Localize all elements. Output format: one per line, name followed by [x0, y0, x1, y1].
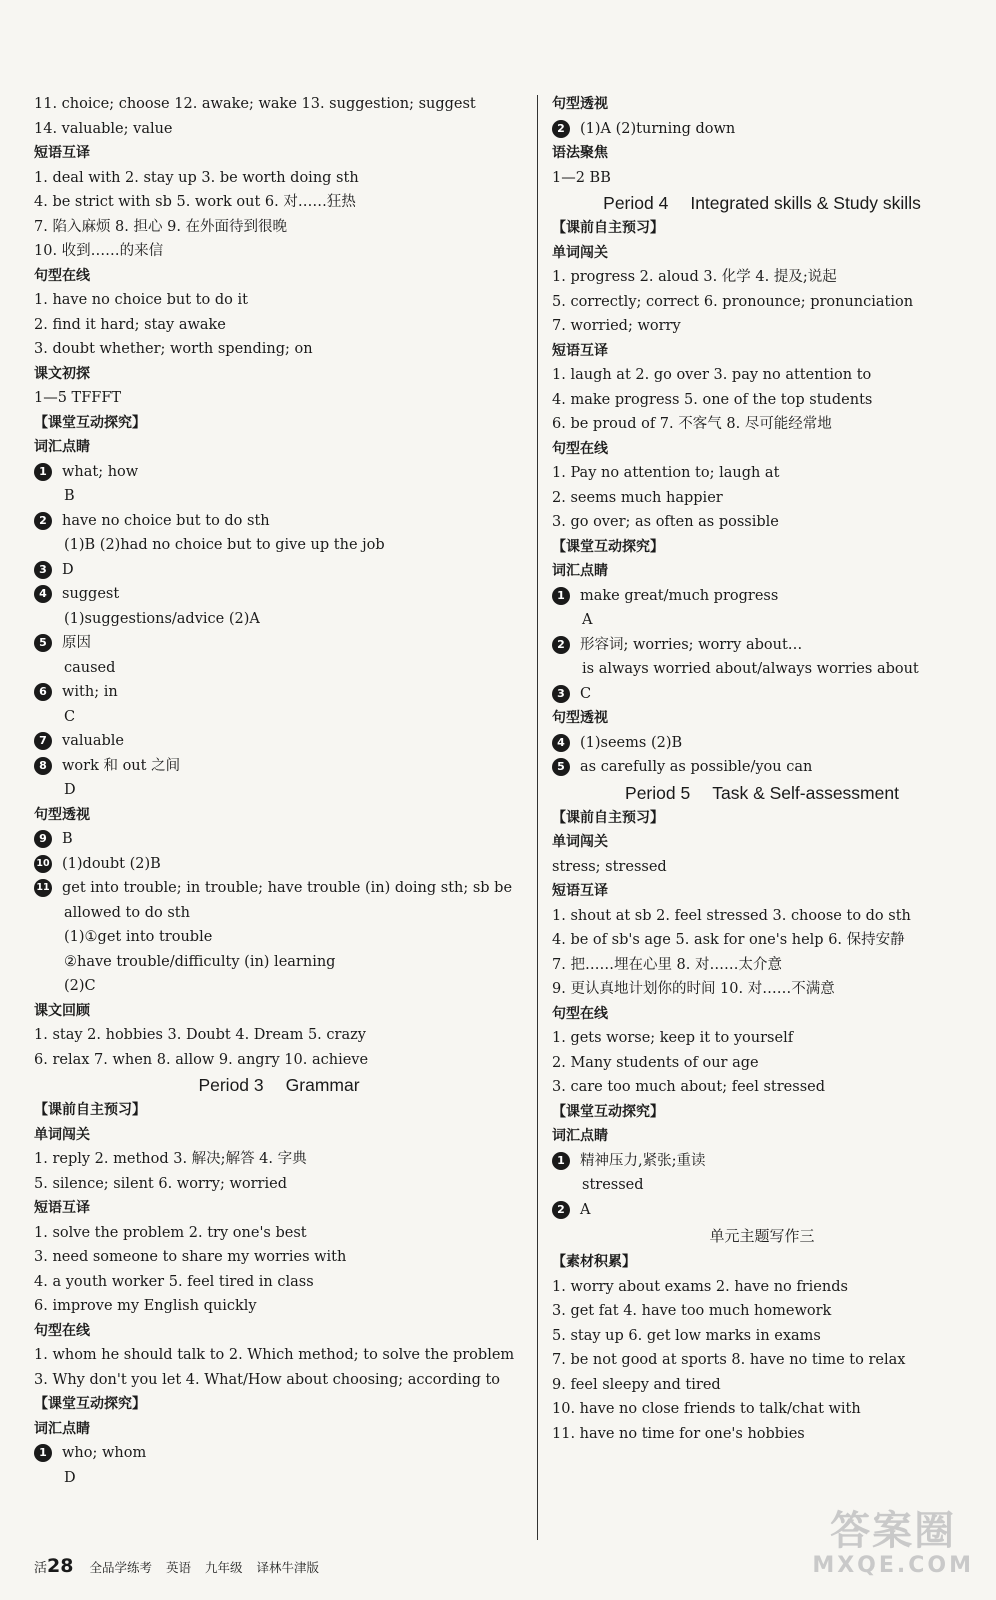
footer-edition: 译林牛津版	[256, 1560, 320, 1575]
numbered-answer	[552, 117, 972, 142]
answer-text: make great/much progress	[580, 587, 779, 604]
answer-line: (1)①get into trouble	[64, 929, 213, 945]
period-title: Integrated skills & Study skills	[690, 193, 921, 213]
answer-line: 3. care too much about; feel stressed	[552, 1079, 826, 1095]
answer-text: valuable	[62, 733, 124, 749]
answer-line: 1. deal with 2. stay up 3. be worth doing sth	[34, 169, 359, 186]
watermark-url: MXQE.COM	[812, 1553, 974, 1578]
sub-heading: 句型透视	[552, 96, 608, 112]
answer-line: 5. correctly; correct 6. pronounce; pronunciation	[552, 293, 914, 310]
section-heading: 【课堂互动探究】	[552, 538, 664, 555]
circled-number-icon: 2	[552, 1201, 570, 1219]
footer-subject: 英语	[165, 1560, 191, 1575]
answer-line: (1)B (2)had no choice but to give up the job	[64, 537, 385, 553]
answer-text: 原因	[62, 635, 91, 651]
circled-number-icon: 3	[34, 561, 52, 579]
answer-text: (1)doubt (2)B	[62, 855, 161, 872]
answer-line: 1. shout at sb 2. feel stressed 3. choose to do sth	[552, 907, 911, 924]
answer-text: with; in	[62, 684, 118, 700]
answer-line: 5. silence; silent 6. worry; worried	[34, 1175, 287, 1192]
answer-line: stress; stressed	[552, 858, 667, 875]
numbered-answer	[34, 1441, 524, 1466]
answer-text: suggest	[62, 586, 120, 602]
answer-line: 4. be strict with sb 5. work out 6. 对……狂热	[34, 194, 356, 210]
circled-number-icon: 2	[552, 636, 570, 654]
period-heading	[34, 1072, 524, 1098]
sub-heading: 句型透视	[552, 710, 608, 726]
circled-number-icon: 1	[34, 463, 52, 481]
numbered-answer	[34, 558, 524, 583]
answer-line: allowed to do sth	[64, 904, 190, 921]
answer-text: B	[62, 831, 73, 847]
circled-number-icon: 10	[34, 855, 52, 873]
answer-line: C	[64, 708, 76, 725]
sub-heading: 单词闯关	[34, 1126, 90, 1143]
sub-heading: 短语互译	[552, 342, 608, 359]
sub-heading: 句型透视	[34, 806, 90, 823]
answer-line: 7. be not good at sports 8. have no time to relax	[552, 1352, 906, 1368]
numbered-answer	[552, 731, 972, 756]
section-heading: 【课前自主预习】	[552, 220, 664, 236]
answer-line: D	[64, 1469, 76, 1486]
answer-line: stressed	[582, 1177, 644, 1193]
unit-writing-heading: 单元主题写作三	[709, 1227, 815, 1245]
section-heading: 【素材积累】	[552, 1254, 636, 1270]
footer-prefix: 活	[34, 1561, 48, 1576]
numbered-answer	[34, 729, 524, 754]
section-heading: 【课前自主预习】	[34, 1102, 146, 1118]
answer-line: 11. choice; choose 12. awake; wake 13. suggestion; suggest	[34, 96, 476, 112]
numbered-answer	[552, 584, 972, 609]
circled-number-icon: 5	[552, 758, 570, 776]
numbered-answer	[34, 631, 524, 656]
answer-line: 6. be proud of 7. 不客气 8. 尽可能经常地	[552, 416, 832, 432]
answer-line: 7. 陷入麻烦 8. 担心 9. 在外面待到很晚	[34, 218, 288, 235]
answer-line: 7. 把……埋在心里 8. 对……太介意	[552, 956, 782, 973]
watermark-logo	[812, 1508, 974, 1578]
numbered-answer	[34, 852, 524, 877]
period-title: Task & Self-assessment	[712, 782, 899, 803]
answer-line: 1. have no choice but to do it	[34, 292, 248, 308]
sub-heading: 句型在线	[34, 1322, 90, 1339]
circled-number-icon: 1	[552, 1152, 570, 1170]
answer-line: 9. feel sleepy and tired	[552, 1376, 721, 1393]
numbered-answer	[552, 1198, 972, 1223]
sub-heading: 词汇点睛	[34, 1420, 90, 1437]
sub-heading: 单词闯关	[552, 834, 608, 850]
sub-heading: 句型在线	[552, 440, 608, 457]
numbered-answer	[34, 460, 524, 485]
answer-line: 10. have no close friends to talk/chat with	[552, 1401, 861, 1417]
sub-heading: 课文初探	[34, 365, 90, 382]
circled-number-icon: 6	[34, 683, 52, 701]
answer-line: 2. find it hard; stay awake	[34, 316, 226, 333]
section-heading: 【课堂互动探究】	[552, 1103, 664, 1120]
numbered-answer	[552, 755, 972, 780]
answer-line: 2. Many students of our age	[552, 1054, 759, 1071]
answer-line: 1—2 BB	[552, 169, 611, 186]
circled-number-icon: 8	[34, 757, 52, 775]
answer-line: caused	[64, 659, 116, 676]
period-heading	[552, 780, 972, 806]
answer-line: 11. have no time for one's hobbies	[552, 1425, 805, 1442]
numbered-answer	[552, 633, 972, 658]
period-heading	[552, 190, 972, 216]
section-heading: 【课堂互动探究】	[34, 414, 146, 431]
circled-number-icon: 2	[552, 120, 570, 138]
answer-line: 10. 收到……的来信	[34, 243, 164, 259]
period-number: Period 3	[198, 1075, 264, 1095]
circled-number-icon: 4	[34, 585, 52, 603]
answer-text: get into trouble; in trouble; have trouble (in) doing sth; sb be	[62, 880, 513, 896]
answer-text: D	[62, 561, 74, 578]
numbered-answer	[34, 582, 524, 607]
answer-line: 2. seems much happier	[552, 489, 723, 506]
answer-line: 6. improve my English quickly	[34, 1298, 257, 1314]
answer-line: 1. worry about exams 2. have no friends	[552, 1278, 848, 1295]
sub-heading: 语法聚焦	[552, 145, 608, 161]
circled-number-icon: 3	[552, 685, 570, 703]
footer-grade: 九年级	[205, 1560, 243, 1575]
answer-text: as carefully as possible/you can	[580, 759, 813, 775]
period-number: Period 4	[603, 193, 669, 213]
sub-heading: 词汇点睛	[34, 439, 90, 455]
circled-number-icon: 5	[34, 634, 52, 652]
answer-line: 1. gets worse; keep it to yourself	[552, 1030, 794, 1046]
sub-heading: 课文回顾	[34, 1002, 90, 1019]
section-heading: 【课堂互动探究】	[34, 1396, 146, 1412]
answer-line: 1. stay 2. hobbies 3. Doubt 4. Dream 5. crazy	[34, 1027, 366, 1043]
sub-heading: 词汇点睛	[552, 563, 608, 579]
answer-line: ②have trouble/difficulty (in) learning	[64, 953, 336, 970]
answer-line: 1. laugh at 2. go over 3. pay no attention to	[552, 367, 872, 383]
answer-text: 精神压力,紧张;重读	[580, 1152, 706, 1169]
numbered-answer	[34, 754, 524, 779]
numbered-answer	[552, 682, 972, 707]
sub-heading: 句型在线	[552, 1005, 608, 1022]
numbered-answer	[34, 876, 524, 901]
answer-line: 3. doubt whether; worth spending; on	[34, 341, 313, 357]
circled-number-icon: 9	[34, 830, 52, 848]
answer-text: what; how	[62, 463, 139, 480]
circled-number-icon: 7	[34, 732, 52, 750]
sub-heading: 句型在线	[34, 267, 90, 284]
sub-heading: 短语互译	[34, 145, 90, 161]
sub-heading: 词汇点睛	[552, 1128, 608, 1144]
answer-text: (1)seems (2)B	[580, 734, 683, 751]
answer-line: 4. a youth worker 5. feel tired in class	[34, 1273, 314, 1290]
answer-line: 4. make progress 5. one of the top students	[552, 391, 873, 408]
watermark-text: 答案圈	[830, 1508, 957, 1554]
answer-text: have no choice but to do sth	[62, 512, 270, 529]
answer-line: (2)C	[64, 978, 96, 994]
period-title: Grammar	[285, 1075, 360, 1095]
right-column	[552, 92, 972, 1446]
page-number: 28	[47, 1555, 74, 1577]
answer-line: 3. need someone to share my worries with	[34, 1249, 347, 1265]
answer-line: 5. stay up 6. get low marks in exams	[552, 1327, 821, 1344]
circled-number-icon: 1	[552, 587, 570, 605]
answer-line: 1. solve the problem 2. try one's best	[34, 1224, 307, 1241]
numbered-answer	[552, 1149, 972, 1174]
answer-line: 9. 更认真地计划你的时间 10. 对……不满意	[552, 981, 835, 997]
answer-text: A	[580, 1201, 591, 1218]
answer-text: C	[580, 685, 592, 702]
answer-line: 1. Pay no attention to; laugh at	[552, 465, 780, 481]
answer-line: 1—5 TFFFT	[34, 390, 122, 406]
circled-number-icon: 11	[34, 879, 52, 897]
answer-line: 4. be of sb's age 5. ask for one's help 6. 保持安静	[552, 932, 905, 948]
answer-line: 1. progress 2. aloud 3. 化学 4. 提及;说起	[552, 269, 837, 285]
answer-line: is always worried about/always worries about	[582, 661, 919, 677]
answer-line: 14. valuable; value	[34, 120, 173, 137]
answer-line: 1. whom he should talk to 2. Which method; to solve the problem	[34, 1347, 515, 1363]
answer-line: D	[64, 782, 76, 798]
numbered-answer	[34, 827, 524, 852]
answer-text: who; whom	[62, 1445, 147, 1461]
answer-line: B	[64, 488, 75, 504]
left-column	[34, 92, 524, 1490]
sub-heading: 单词闯关	[552, 244, 608, 261]
answer-line: 3. get fat 4. have too much homework	[552, 1303, 832, 1319]
period-number: Period 5	[625, 782, 691, 803]
answer-line: (1)suggestions/advice (2)A	[64, 610, 260, 627]
sub-heading: 短语互译	[552, 883, 608, 899]
answer-line: 6. relax 7. when 8. allow 9. angry 10. achieve	[34, 1051, 369, 1068]
answer-text: 形容词; worries; worry about…	[580, 636, 803, 653]
answer-text: (1)A (2)turning down	[580, 120, 736, 137]
circled-number-icon: 1	[34, 1444, 52, 1462]
answer-line: 1. reply 2. method 3. 解决;解答 4. 字典	[34, 1151, 307, 1167]
sub-heading: 短语互译	[34, 1200, 90, 1216]
circled-number-icon: 2	[34, 512, 52, 530]
answer-line: 3. go over; as often as possible	[552, 514, 779, 530]
answer-line: 7. worried; worry	[552, 318, 681, 334]
circled-number-icon: 4	[552, 734, 570, 752]
answer-text: work 和 out 之间	[62, 757, 181, 774]
numbered-answer	[34, 680, 524, 705]
page-footer	[34, 1555, 333, 1577]
column-divider	[537, 95, 538, 1540]
answer-line: 3. Why don't you let 4. What/How about choosing; according to	[34, 1371, 501, 1388]
section-heading: 【课前自主预习】	[552, 809, 664, 826]
answer-line: A	[582, 612, 593, 628]
numbered-answer	[34, 509, 524, 534]
footer-brand: 全品学练考	[89, 1560, 152, 1575]
